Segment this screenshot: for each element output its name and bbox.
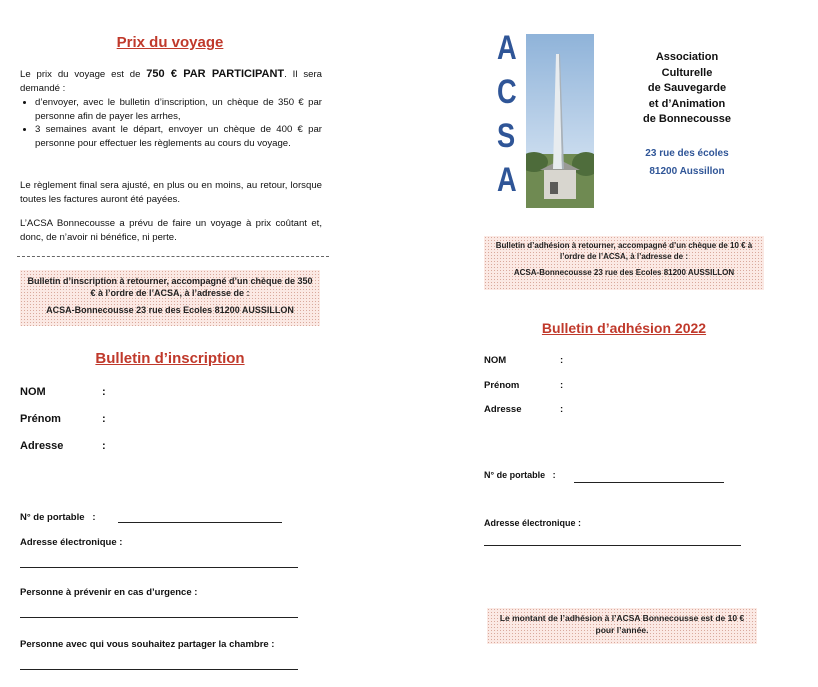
label-adresse: Adresse bbox=[20, 440, 64, 452]
label-email: Adresse électronique : bbox=[484, 518, 582, 528]
adhesion-title: Bulletin d’adhésion 2022 bbox=[541, 320, 707, 336]
adhesion-box-line1: Bulletin d’adhésion à retourner, accompagné d’un chèque de 10 € à l’ordre de l’ACSA, à l’adresse de : bbox=[495, 241, 753, 261]
adresse-input[interactable] bbox=[570, 402, 750, 442]
tower-photo bbox=[526, 34, 594, 208]
montant-text: Le montant de l’adhésion à l’ACSA Bonnecousse est de 10 € pour l’année. bbox=[499, 613, 745, 635]
bullet-item: • 3 semaines avant le départ, envoyer un chèque de 400 € par personne pour effectuer les règlements au cours du voyage. bbox=[35, 123, 322, 150]
colon: : bbox=[560, 355, 564, 366]
label-nom: NOM bbox=[20, 386, 46, 398]
portable-input[interactable] bbox=[574, 482, 724, 483]
adhesion-info-box bbox=[484, 236, 764, 290]
label-prenom: Prénom bbox=[20, 413, 61, 425]
nom-input[interactable] bbox=[570, 353, 750, 369]
label-adresse: Adresse bbox=[484, 404, 522, 415]
montant-box bbox=[487, 608, 757, 644]
colon: : bbox=[102, 413, 106, 425]
colon: : bbox=[560, 380, 564, 391]
label-prenom: Prénom bbox=[484, 380, 520, 391]
inscription-title: Bulletin d’inscription bbox=[95, 350, 245, 367]
email-input[interactable] bbox=[20, 567, 298, 568]
acsa-letter-c: C bbox=[497, 73, 517, 111]
colon: : bbox=[102, 440, 106, 452]
acsa-letter-a2: A bbox=[497, 161, 517, 199]
prenom-input[interactable] bbox=[112, 411, 312, 427]
colon: : bbox=[560, 404, 564, 415]
address-line2: 81200 Aussillon bbox=[649, 166, 725, 177]
assoc-line: de Sauvegarde bbox=[647, 82, 727, 94]
prix-intro-after: . Il sera demandé : bbox=[20, 69, 322, 94]
label-chambre: Personne avec qui vous souhaitez partager la chambre : bbox=[20, 639, 275, 650]
chambre-input[interactable] bbox=[20, 669, 298, 670]
assoc-line: de Bonnecousse bbox=[642, 113, 732, 125]
prix-intro bbox=[20, 68, 322, 95]
portable-input[interactable] bbox=[118, 522, 282, 523]
assoc-line: et d’Animation bbox=[648, 97, 726, 110]
association-name bbox=[612, 50, 762, 128]
label-email: Adresse électronique : bbox=[20, 537, 123, 548]
assoc-line: Association bbox=[655, 51, 719, 63]
prix-bullets bbox=[13, 96, 322, 150]
inscription-info-box bbox=[20, 270, 320, 326]
colon: : bbox=[102, 386, 106, 398]
dashed-divider bbox=[17, 256, 329, 257]
prix-intro-before: Le prix du voyage est de bbox=[20, 69, 141, 80]
association-address bbox=[612, 145, 762, 181]
address-line1: 23 rue des écoles bbox=[645, 148, 729, 159]
nom-input[interactable] bbox=[112, 384, 312, 400]
inscription-box-line1: Bulletin d’inscription à retourner, accompagné d’un chèque de 350 € à l’ordre de l’ACSA, à l’adresse de : bbox=[27, 276, 313, 298]
prenom-input[interactable] bbox=[570, 378, 750, 394]
assoc-line: Culturelle bbox=[661, 66, 713, 79]
adresse-input[interactable] bbox=[112, 438, 312, 478]
email-input[interactable] bbox=[484, 545, 741, 546]
prix-title: Prix du voyage bbox=[116, 34, 224, 51]
urgence-input[interactable] bbox=[20, 617, 298, 618]
acsa-letter-a: A bbox=[497, 29, 517, 67]
inscription-box-line2: ACSA-Bonnecousse 23 rue des Ecoles 81200 AUSSILLON bbox=[46, 305, 294, 315]
label-nom: NOM bbox=[484, 355, 507, 366]
label-portable: N° de portable : bbox=[484, 470, 556, 480]
para-final: Le règlement final sera ajusté, en plus ou en moins, au retour, lorsque toutes les factures auront été payées. bbox=[20, 180, 322, 205]
para-acsa: L’ACSA Bonnecousse a prévu de faire un voyage à prix coûtant et, donc, de n’avoir ni bénéfice, ni perte. bbox=[20, 218, 322, 243]
bullet-item: • d’envoyer, avec le bulletin d’inscription, un chèque de 350 € par personne afin de payer les arrhes, bbox=[35, 96, 322, 123]
label-portable: N° de portable : bbox=[20, 512, 96, 523]
tower-photo-image bbox=[526, 34, 594, 208]
prix-amount: 750 € PAR PARTICIPANT bbox=[146, 68, 285, 80]
label-urgence: Personne à prévenir en cas d’urgence : bbox=[20, 587, 198, 598]
adhesion-box-line2: ACSA-Bonnecousse 23 rue des Ecoles 81200 AUSSILLON bbox=[513, 268, 735, 277]
acsa-letter-s: S bbox=[497, 117, 516, 155]
